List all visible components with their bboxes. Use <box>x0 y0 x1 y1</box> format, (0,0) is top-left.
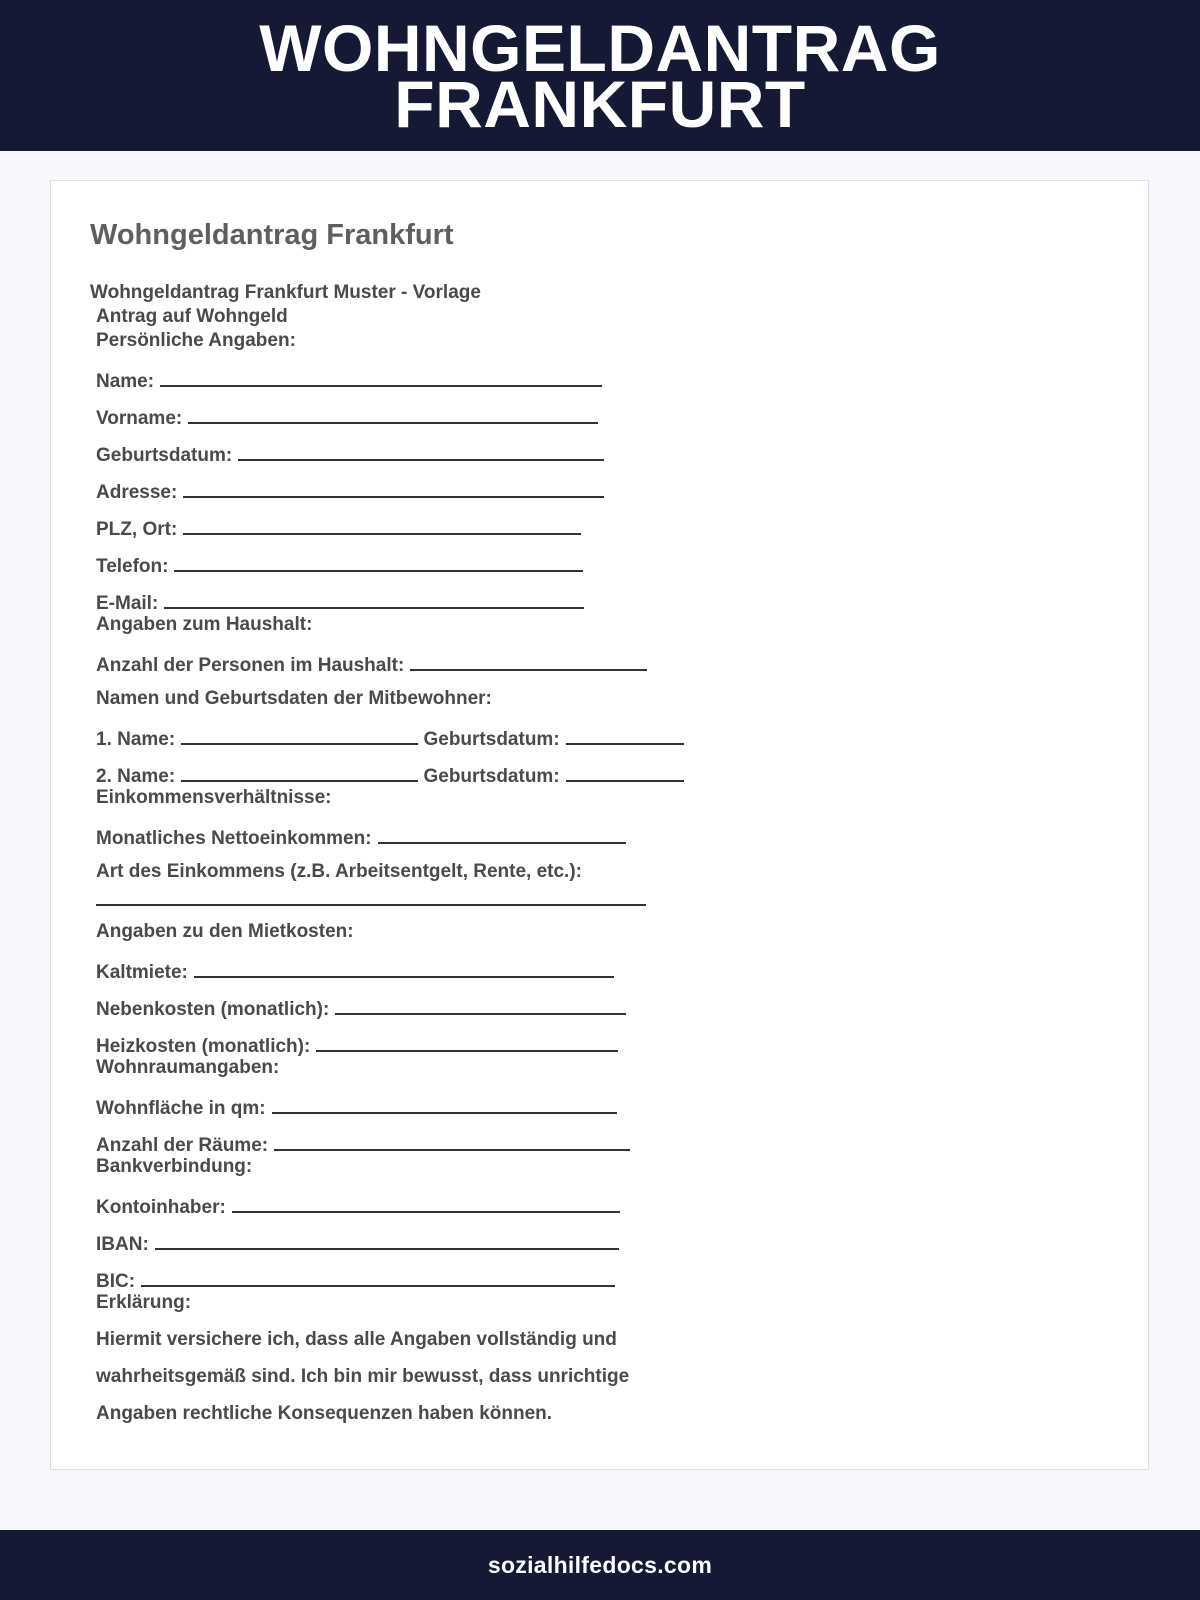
field-label: Nebenkosten (monatlich): <box>96 999 330 1020</box>
field-heizkosten <box>96 1032 618 1058</box>
field-label: Adresse: <box>96 482 178 503</box>
field-label: Heizkosten (monatlich): <box>96 1036 311 1057</box>
fill-line <box>566 762 684 782</box>
field-wohnflaeche <box>96 1094 617 1120</box>
document-card <box>50 180 1149 1470</box>
field-mitbewohner-1 <box>96 725 684 751</box>
section-living: Wohnraumangaben: <box>96 1057 280 1078</box>
declaration-text-2: wahrheitsgemäß sind. Ich bin mir bewusst, dass unrichtige <box>96 1366 630 1387</box>
field-label: Name: <box>96 371 155 392</box>
fill-line <box>378 824 626 844</box>
field-label: Geburtsdatum: <box>423 766 560 787</box>
field-label: Anzahl der Personen im Haushalt: <box>96 655 405 676</box>
section-household: Angaben zum Haushalt: <box>96 614 313 635</box>
header-title-line2: FRANKFURT <box>394 66 806 141</box>
fill-line <box>410 651 647 671</box>
fill-line <box>160 367 602 387</box>
section-declaration: Erklärung: <box>96 1292 192 1313</box>
fill-line <box>238 441 604 461</box>
fill-line <box>274 1131 630 1151</box>
field-label: Monatliches Nettoeinkommen: <box>96 828 372 849</box>
field-label: PLZ, Ort: <box>96 519 178 540</box>
field-label: 1. Name: <box>96 729 176 750</box>
document-title: Wohngeldantrag Frankfurt <box>90 219 454 251</box>
field-mitbewohner-2 <box>96 762 684 788</box>
fill-line <box>96 886 646 906</box>
fill-line <box>181 725 418 745</box>
footer-site-name: sozialhilfedocs.com <box>487 1551 713 1578</box>
mitbewohner-heading: Namen und Geburtsdaten der Mitbewohner: <box>96 688 492 709</box>
fill-line <box>181 762 418 782</box>
section-bank: Bankverbindung: <box>96 1156 253 1177</box>
field-label: Kaltmiete: <box>96 962 188 983</box>
section-personal: Persönliche Angaben: <box>96 330 296 351</box>
fill-line <box>183 478 604 498</box>
field-plz-ort <box>96 515 581 541</box>
field-bic <box>96 1267 615 1293</box>
field-telefon <box>96 552 583 578</box>
fill-line <box>335 995 626 1015</box>
fill-line <box>141 1267 615 1287</box>
field-art-einkommen: Art des Einkommens (z.B. Arbeitsentgelt, Rente, etc.): <box>96 861 582 882</box>
field-label: Wohnfläche in qm: <box>96 1098 266 1119</box>
section-rent: Angaben zu den Mietkosten: <box>96 921 354 942</box>
page-footer <box>0 1530 1200 1600</box>
fill-line <box>316 1032 618 1052</box>
fill-line <box>155 1230 619 1250</box>
field-label: Telefon: <box>96 556 169 577</box>
field-nettoeinkommen <box>96 824 626 850</box>
field-email <box>96 589 584 615</box>
fill-line <box>272 1094 617 1114</box>
page-header <box>0 0 1200 151</box>
declaration-text-1: Hiermit versichere ich, dass alle Angaben vollständig und <box>96 1329 617 1350</box>
fill-line <box>174 552 583 572</box>
field-label: Vorname: <box>96 408 183 429</box>
section-income: Einkommensverhältnisse: <box>96 787 332 808</box>
fill-line <box>164 589 584 609</box>
field-kontoinhaber <box>96 1193 620 1219</box>
fill-line <box>194 958 614 978</box>
field-name <box>96 367 602 393</box>
field-geburtsdatum <box>96 441 604 467</box>
field-label: Geburtsdatum: <box>96 445 233 466</box>
field-anzahl-personen <box>96 651 647 677</box>
fill-line <box>183 515 581 535</box>
field-label: Anzahl der Räume: <box>96 1135 269 1156</box>
field-label: Geburtsdatum: <box>423 729 560 750</box>
declaration-text-3: Angaben rechtliche Konsequenzen haben können. <box>96 1403 553 1424</box>
header-title-line1: WOHNGELDANTRAG <box>259 10 941 85</box>
field-kaltmiete <box>96 958 614 984</box>
antrag-heading: Antrag auf Wohngeld <box>96 306 288 327</box>
fill-line <box>232 1193 620 1213</box>
field-iban <box>96 1230 619 1256</box>
field-anzahl-raeume <box>96 1131 630 1157</box>
field-label: IBAN: <box>96 1234 149 1255</box>
fill-line <box>188 404 598 424</box>
field-nebenkosten <box>96 995 626 1021</box>
field-label: E-Mail: <box>96 593 159 614</box>
document-subtitle: Wohngeldantrag Frankfurt Muster - Vorlage <box>90 282 481 303</box>
field-label: BIC: <box>96 1271 136 1292</box>
field-vorname <box>96 404 598 430</box>
field-label: 2. Name: <box>96 766 176 787</box>
field-label: Kontoinhaber: <box>96 1197 226 1218</box>
field-adresse <box>96 478 604 504</box>
fill-line <box>566 725 684 745</box>
